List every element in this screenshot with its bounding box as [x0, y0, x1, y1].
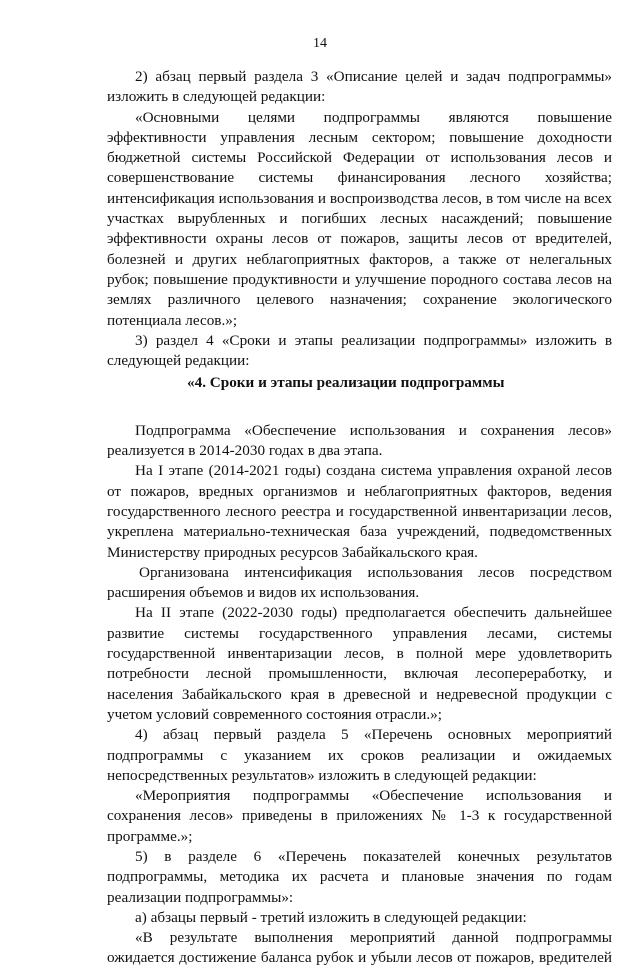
paragraph-amendment-2: 2) абзац первый раздела 3 «Описание целей и задач подпрограммы» изложить в следующей редакции:: [107, 68, 612, 106]
paragraph-stage-1: На I этапе (2014-2021 годы) создана система управления охраной лесов от пожаров, вредных организмов и неблагоприятных факторов, ведения государственного лесного реестра и государственной инвентаризации лесов, укреплена материально-техническая база учреждений, подведомственных Министерству природных ресурсов Забайкальского края.: [107, 462, 612, 561]
paragraph-intensification: Организована интенсификация использования лесов посредством расширения объемов и видов их использования.: [107, 563, 612, 602]
paragraph-stage-2: На II этапе (2022-2030 годы) предполагается обеспечить дальнейшее развитие системы государственного управления лесами, системы государственной инвентаризации лесов, в полной мере удовлетворить потребности лесной промышленности, включая лесопереработку, и населения Забайкальского края в древесной и недревесной продукции с учетом условий современного состояния отрасли.»;: [107, 604, 612, 723]
section-heading: «4. Сроки и этапы реализации подпрограммы: [187, 374, 505, 392]
paragraph-goals-quote: «Основными целями подпрограммы являются повышение эффективности управления лесным сектором; повышение доходности бюджетной системы Российской Федерации от использования лесов и совершенствование системы финансирования лесного хозяйства; интенсификация использования и воспроизводства лесов, в том числе на всех участках вырубленных и погибших лесных насаждений; повышение эффективности охраны лесов от пожаров, защиты лесов от вредителей, болезней и других неблагоприятных факторов, а также от нелегальных рубок; повышение продуктивности и улучшение породного состава лесов на землях различного целевого назначения; сохранение экологического потенциала лесов.»;: [107, 108, 612, 329]
paragraph-results-quote: «В результате выполнения мероприятий данной подпрограммы ожидается достижение баланса рубок и убыли лесов от пожаров, вредителей: [107, 929, 612, 967]
document-body: [107, 67, 612, 969]
paragraph-measures-quote: «Мероприятия подпрограммы «Обеспечение использования и сохранения лесов» приведены в приложениях № 1-3 к государственной программе.»;: [107, 787, 612, 845]
paragraph-program-period: Подпрограмма «Обеспечение использования и сохранения лесов» реализуется в 2014-2030 годах в два этапа.: [107, 421, 612, 460]
page-number: 14: [313, 36, 327, 51]
paragraph-amendment-3: 3) раздел 4 «Сроки и этапы реализации подпрограммы» изложить в следующей редакции:: [107, 331, 612, 370]
paragraph-item-a: а) абзацы первый - третий изложить в следующей редакции:: [135, 908, 527, 926]
paragraph-amendment-4: 4) абзац первый раздела 5 «Перечень основных мероприятий подпрограммы с указанием их сроков реализации и ожидаемых непосредственных результатов» изложить в следующей редакции:: [107, 726, 612, 784]
paragraph-amendment-5: 5) в разделе 6 «Перечень показателей конечных результатов подпрограммы, методика их расчета и плановые значения по годам реализации подпрограммы»:: [107, 847, 612, 906]
